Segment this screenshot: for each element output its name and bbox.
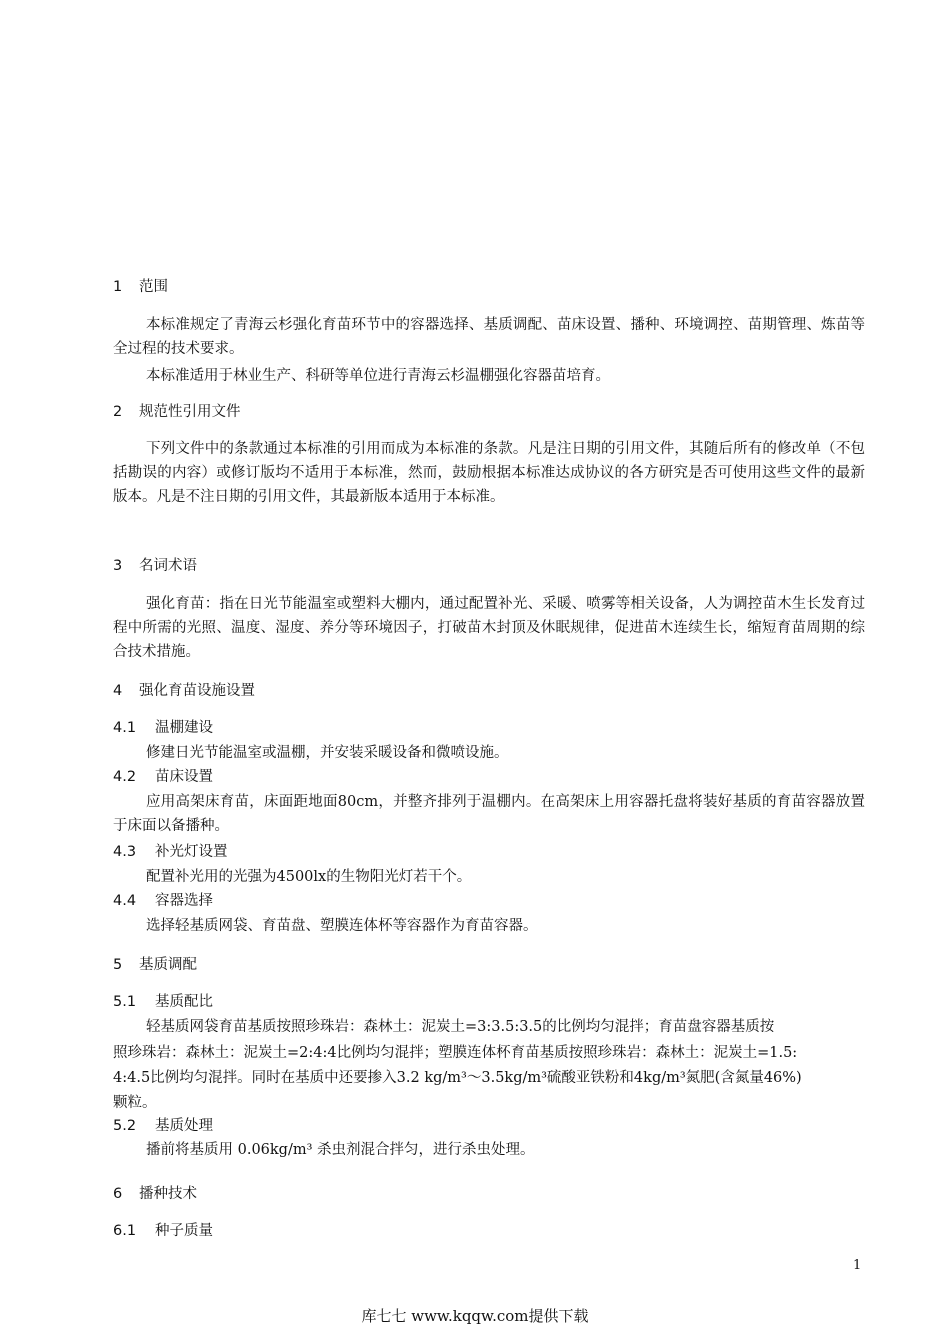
section-5-1-line-1: 轻基质网袋育苗基质按照珍珠岩：森林土：泥炭土=3:3.5:3.5的比例均匀混拌；育苗盘容器基质按 — [146, 1019, 775, 1035]
section-4-heading — [113, 682, 865, 700]
section-1-heading — [113, 278, 865, 296]
section-5-2-heading — [113, 1117, 865, 1135]
section-title: 范围 — [139, 279, 168, 295]
section-title: 规范性引用文件 — [139, 404, 241, 420]
subsection-title: 基质处理 — [155, 1118, 213, 1134]
section-title: 播种技术 — [139, 1186, 197, 1202]
subsection-title: 补光灯设置 — [155, 844, 228, 860]
section-1-paragraph-1: 本标准规定了青海云杉强化育苗环节中的容器选择、基质调配、苗床设置、播种、环境调控、苗期管理、炼苗等全过程的技术要求。 — [113, 317, 865, 357]
section-number: 1 — [113, 279, 123, 295]
subsection-title: 基质配比 — [155, 994, 213, 1010]
section-5-heading — [113, 956, 865, 974]
subsection-number: 5.1 — [113, 994, 137, 1010]
section-title: 名词术语 — [139, 558, 197, 574]
subsection-number: 4.2 — [113, 769, 137, 785]
section-2-heading — [113, 403, 865, 421]
section-4-1-heading — [113, 719, 865, 737]
section-title: 强化育苗设施设置 — [139, 683, 255, 699]
section-number: 2 — [113, 404, 123, 420]
section-number: 3 — [113, 558, 123, 574]
section-4-4-heading — [113, 892, 865, 910]
subsection-number: 4.3 — [113, 844, 137, 860]
page-number: 1 — [853, 1258, 862, 1273]
subsection-title: 温棚建设 — [155, 720, 213, 736]
section-4-4-paragraph: 选择轻基质网袋、育苗盘、塑膜连体杯等容器作为育苗容器。 — [146, 918, 538, 934]
section-5-1-line-3: 4:4.5比例均匀混拌。同时在基质中还要掺入3.2 kg/m³～3.5kg/m³硫酸亚铁粉和4kg/m³氮肥(含氮量46%) — [113, 1070, 802, 1086]
subsection-number: 6.1 — [113, 1223, 137, 1239]
subsection-number: 4.1 — [113, 720, 137, 736]
section-6-heading — [113, 1185, 865, 1203]
subsection-title: 苗床设置 — [155, 769, 213, 785]
section-number: 6 — [113, 1186, 123, 1202]
section-4-3-heading — [113, 843, 865, 861]
section-4-1-paragraph: 修建日光节能温室或温棚，并安装采暖设备和微喷设施。 — [146, 745, 509, 761]
section-number: 4 — [113, 683, 123, 699]
section-2-paragraph-1: 下列文件中的条款通过本标准的引用而成为本标准的条款。凡是注日期的引用文件，其随后所有的修改单（不包括勘误的内容）或修订版均不适用于本标准，然而，鼓励根据本标准达成协议的各方研究是否可使用这些文件的最新版本。凡是不注日期的引用文件，其最新版本适用于本标准。 — [113, 441, 865, 505]
section-5-2-paragraph: 播前将基质用 0.06kg/m³ 杀虫剂混合拌匀，进行杀虫处理。 — [146, 1142, 535, 1158]
section-number: 5 — [113, 957, 123, 973]
section-3-heading — [113, 557, 865, 575]
subsection-number: 4.4 — [113, 893, 137, 909]
section-1-paragraph-2: 本标准适用于林业生产、科研等单位进行青海云杉温棚强化容器苗培育。 — [146, 368, 610, 384]
subsection-title: 种子质量 — [155, 1223, 213, 1239]
section-5-1-heading — [113, 993, 865, 1011]
section-5-1-line-2: 照珍珠岩：森林土：泥炭土=2:4:4比例均匀混拌；塑膜连体杯育苗基质按照珍珠岩：森林土：泥炭土=1.5: — [113, 1045, 798, 1061]
section-5-1-line-4: 颗粒。 — [113, 1095, 157, 1111]
section-6-1-heading — [113, 1222, 865, 1240]
subsection-title: 容器选择 — [155, 893, 213, 909]
section-3-paragraph-1: 强化育苗：指在日光节能温室或塑料大棚内，通过配置补光、采暖、喷雾等相关设备，人为调控苗木生长发育过程中所需的光照、温度、湿度、养分等环境因子，打破苗木封顶及休眠规律，促进苗木连续生长，缩短育苗周期的综合技术措施。 — [113, 596, 865, 660]
section-4-2-paragraph: 应用高架床育苗，床面距地面80cm，并整齐排列于温棚内。在高架床上用容器托盘将装好基质的育苗容器放置于床面以备播种。 — [113, 794, 865, 834]
section-4-3-paragraph: 配置补光用的光强为4500lx的生物阳光灯若干个。 — [146, 869, 472, 885]
section-title: 基质调配 — [139, 957, 197, 973]
subsection-number: 5.2 — [113, 1118, 137, 1134]
download-footer: 库七七 www.kqqw.com提供下载 — [361, 1307, 589, 1325]
section-4-2-heading — [113, 768, 865, 786]
